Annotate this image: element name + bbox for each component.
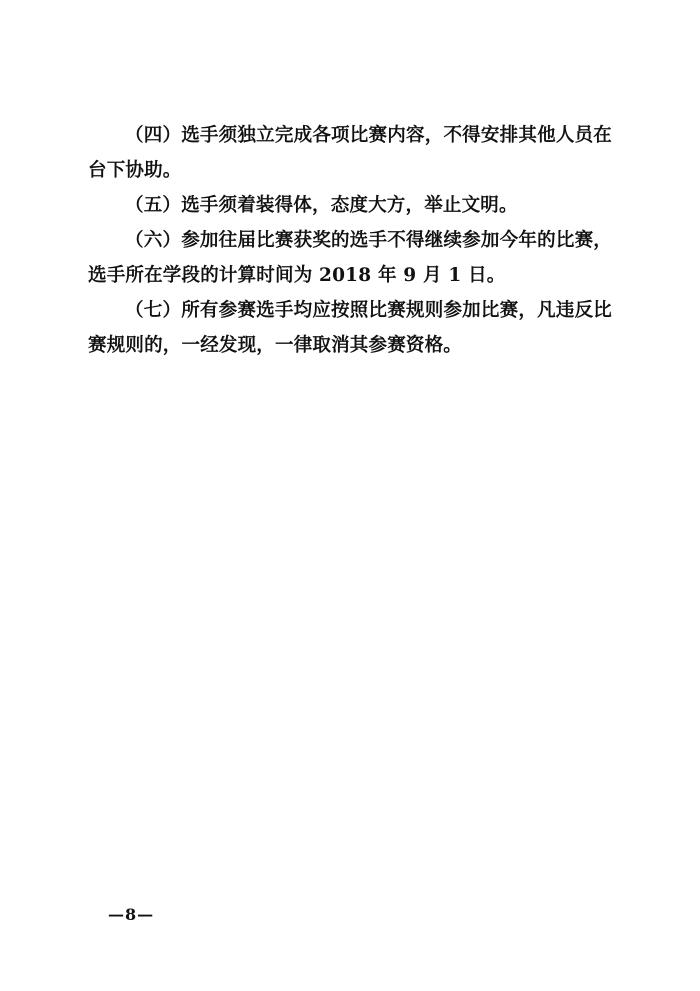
document-body [88,118,612,363]
paragraph-five: （五）选手须着装得体，态度大方，举止文明。 [125,195,518,216]
page-number: —8— [108,905,155,924]
paragraph-seven: （七）所有参赛选手均应按照比赛规则参加比赛，凡违反比赛规则的，一经发现，一律取消其参赛资格。 [88,300,612,356]
paragraph-six: （六）参加往届比赛获奖的选手不得继续参加今年的比赛，选手所在学段的计算时间为 2018 年 9 月 1 日。 [88,230,612,286]
paragraph-four: （四）选手须独立完成各项比赛内容，不得安排其他人员在台下协助。 [88,125,612,181]
